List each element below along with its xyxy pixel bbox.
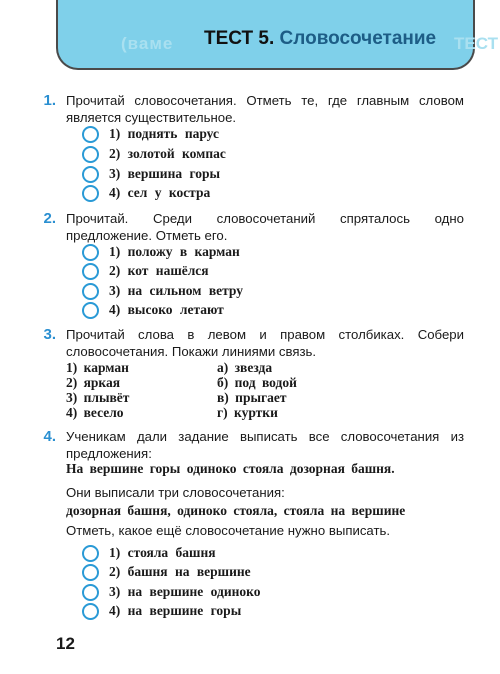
radio-circle-icon[interactable] [82,584,99,601]
test-topic: Словосочетание [279,28,437,49]
question-number: 2. [43,210,56,227]
question-text: Прочитай. Среди словосочетаний спряталось одно предложение. Отметь его. [66,211,464,243]
q1-option-1[interactable]: 1) поднять парус [82,125,219,143]
q2-option-4[interactable]: 4) высоко летают [82,301,224,319]
radio-circle-icon[interactable] [82,146,99,163]
radio-circle-icon[interactable] [82,603,99,620]
radio-circle-icon[interactable] [82,185,99,202]
radio-circle-icon[interactable] [82,166,99,183]
q3-right-word[interactable]: г) куртки [217,405,278,420]
q4-option-4[interactable]: 4) на вершине горы [82,602,241,620]
q2-option-2[interactable]: 2) кот нашёлся [82,262,209,280]
q4-option-2[interactable]: 2) башня на вершине [82,563,251,581]
q4-sentence: На вершине горы одиноко стояла дозорная башня. [66,461,395,476]
q4-phrases: дозорная башня, одиноко стояла, стояла на вершине [66,503,406,518]
q3-left-column [66,360,129,420]
q1-option-4[interactable]: 4) сел у костра [82,184,210,202]
q1-option-3[interactable]: 3) вершина горы [82,165,220,183]
question-3 [43,326,464,360]
question-1 [43,92,464,126]
test-label: ТЕСТ 5. [204,28,275,49]
test-title [204,28,436,50]
radio-circle-icon[interactable] [82,263,99,280]
radio-circle-icon[interactable] [82,244,99,261]
q3-left-word[interactable]: 1) карман [66,360,129,375]
question-4 [43,428,464,462]
q3-left-word[interactable]: 2) яркая [66,375,121,390]
q4-note: Они выписали три словосочетания: [66,485,285,500]
question-number: 4. [43,428,56,445]
q3-right-word[interactable]: а) звезда [217,360,273,375]
page-number: 12 [56,634,75,653]
radio-circle-icon[interactable] [82,126,99,143]
q3-right-word[interactable]: в) прыгает [217,390,287,405]
question-text: Ученикам дали задание выписать все словосочетания из предложения: [66,429,464,461]
radio-circle-icon[interactable] [82,545,99,562]
q3-right-column [217,360,297,420]
q4-option-3[interactable]: 3) на вершине одиноко [82,583,260,601]
banner-ghost-text-right: ТЕСТ [454,34,498,53]
test-header-banner [56,0,498,70]
q2-option-3[interactable]: 3) на сильном ветру [82,282,243,300]
question-text: Прочитай словосочетания. Отметь те, где главным словом является существительное. [66,93,464,125]
question-2 [43,210,464,244]
q3-right-word[interactable]: б) под водой [217,375,297,390]
q2-option-1[interactable]: 1) положу в карман [82,243,240,261]
q4-instruction: Отметь, какое ещё словосочетание нужно выписать. [66,523,391,538]
radio-circle-icon[interactable] [82,283,99,300]
question-number: 3. [43,326,56,343]
radio-circle-icon[interactable] [82,302,99,319]
q3-left-word[interactable]: 3) плывёт [66,390,130,405]
q4-option-1[interactable]: 1) стояла башня [82,544,216,562]
q1-option-2[interactable]: 2) золотой компас [82,145,226,163]
question-text: Прочитай слова в левом и правом столбиках. Собери словосочетания. Покажи линиями связь. [66,327,464,359]
question-number: 1. [43,92,56,109]
banner-ghost-text: (ваме [121,34,174,53]
q3-left-word[interactable]: 4) весело [66,405,124,420]
radio-circle-icon[interactable] [82,564,99,581]
